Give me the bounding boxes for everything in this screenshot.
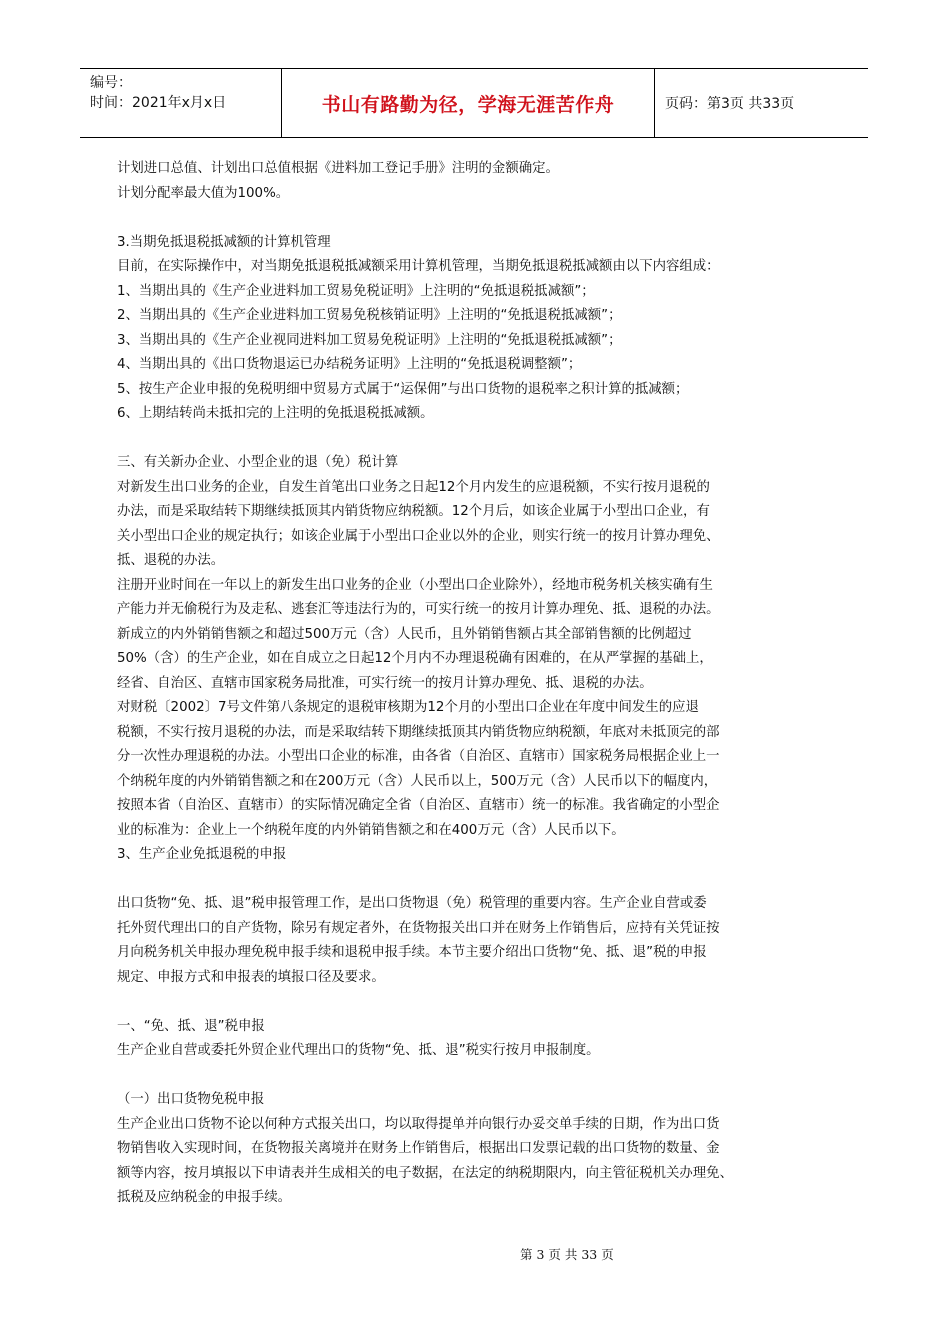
body-line: 6、上期结转尚未抵扣完的上注明的免抵退税抵减额。 [117, 406, 434, 421]
body-line: 3、当期出具的《生产企业视同进料加工贸易免税证明》上注明的“免抵退税抵减额”； [117, 332, 622, 348]
header-motto: 书山有路勤为径，学海无涯苦作舟 [282, 69, 655, 137]
body-line: 分一次性办理退税的办法。小型出口企业的标准，由各省（自治区、直辖市）国家税务局根据企业上一 [117, 749, 720, 764]
body-line: 对财税〔2002〕7号文件第八条规定的退税审核期为12个月的小型出口企业在年度中间发生的应退 [117, 700, 699, 715]
body-line: 规定、申报方式和申报表的填报口径及要求。 [117, 969, 385, 985]
document-time: 时间：2021年x月x日 [90, 95, 227, 111]
body-line: 抵、退税的办法。 [117, 553, 225, 568]
document-body [117, 157, 837, 1211]
body-line: 对新发生出口业务的企业，自发生首笔出口业务之日起12个月内发生的应退税额，不实行按月退税的 [117, 479, 710, 495]
body-line: 税额，不实行按月退税的办法，而是采取结转下期继续抵顶其内销货物应纳税额，年底对未抵顶完的部 [117, 724, 720, 740]
body-line: 经省、自治区、直辖市国家税务局批准，可实行统一的按月计算办理免、抵、退税的办法。 [117, 675, 653, 691]
body-line: 出口货物“免、抵、退”税申报管理工作，是出口货物退（免）税管理的重要内容。生产企业自营或委 [117, 896, 707, 911]
body-line: 物销售收入实现时间，在货物报关离境并在财务上作销售后，根据出口发票记载的出口货物的数量、金 [117, 1141, 720, 1156]
body-line: 办法，而是采取结转下期继续抵顶其内销货物应纳税额。12个月后，如该企业属于小型出口企业，有 [117, 504, 710, 519]
body-line: 计划分配率最大值为100%。 [117, 185, 290, 201]
header-page-info: 页码：第3页 共33页 [665, 96, 795, 112]
body-line: 一、“免、抵、退”税申报 [117, 1018, 265, 1034]
body-line: 产能力并无偷税行为及走私、逃套汇等违法行为的，可实行统一的按月计算办理免、抵、退税的办法。 [117, 602, 720, 617]
blank-line [117, 990, 837, 1015]
body-line: 3.当期免抵退税抵减额的计算机管理 [117, 234, 331, 250]
body-line: 生产企业出口货物不论以何种方式报关出口，均以取得提单并向银行办妥交单手续的日期，作为出口货 [117, 1116, 720, 1132]
body-line: 月向税务机关申报办理免税申报手续和退税申报手续。本节主要介绍出口货物“免、抵、退”税的申报 [117, 945, 707, 960]
body-line: 生产企业自营或委托外贸企业代理出口的货物“免、抵、退”税实行按月申报制度。 [117, 1043, 600, 1058]
body-line: 5、按生产企业申报的免税明细中贸易方式属于“运保佣”与出口货物的退税率之积计算的抵减额； [117, 381, 689, 397]
blank-line [117, 1064, 837, 1089]
body-line: 目前，在实际操作中，对当期免抵退税抵减额采用计算机管理，当期免抵退税抵减额由以下内容组成： [117, 259, 720, 274]
body-line: 4、当期出具的《出口货物退运已办结税务证明》上注明的“免抵退税调整额”； [117, 357, 582, 372]
body-line: 额等内容，按月填报以下申请表并生成相关的电子数据，在法定的纳税期限内，向主管征税机关办理免、 [117, 1165, 733, 1181]
body-line: 50%（含）的生产企业，如在自成立之日起12个月内不办理退税确有困难的，在从严掌握的基础上， [117, 651, 713, 666]
header-meta [80, 69, 282, 137]
body-line: 3、生产企业免抵退税的申报 [117, 847, 287, 862]
body-line: 三、有关新办企业、小型企业的退（免）税计算 [117, 455, 399, 470]
blank-line [117, 206, 837, 231]
blank-line [117, 868, 837, 893]
body-line: （一）出口货物免税申报 [117, 1092, 265, 1107]
body-line: 业的标准为：企业上一个纳税年度的内外销销售额之和在400万元（含）人民币以下。 [117, 822, 625, 838]
body-line: 2、当期出具的《生产企业进料加工贸易免税核销证明》上注明的“免抵退税抵减额”； [117, 308, 622, 323]
body-line: 注册开业时间在一年以上的新发生出口业务的企业（小型出口企业除外），经地市税务机关核实确有生 [117, 577, 713, 593]
body-line: 托外贸代理出口的自产货物，除另有规定者外，在货物报关出口并在财务上作销售后，应持有关凭证按 [117, 920, 720, 936]
blank-line [117, 427, 837, 452]
body-line: 1、当期出具的《生产企业进料加工贸易免税证明》上注明的“免抵退税抵减额”； [117, 283, 595, 299]
body-line: 个纳税年度的内外销销售额之和在200万元（含）人民币以上，500万元（含）人民币以下的幅度内， [117, 773, 718, 789]
document-number-label: 编号： [90, 75, 132, 91]
body-line: 按照本省（自治区、直辖市）的实际情况确定全省（自治区、直辖市）统一的标准。我省确定的小型企 [117, 798, 720, 813]
body-line: 抵税及应纳税金的申报手续。 [117, 1190, 292, 1205]
body-line: 计划进口总值、计划出口总值根据《进料加工登记手册》注明的金额确定。 [117, 161, 559, 176]
page-header [80, 68, 868, 138]
body-line: 关小型出口企业的规定执行；如该企业属于小型出口企业以外的企业，则实行统一的按月计算办理免、 [117, 528, 720, 544]
page-footer: 第 3 页 共 33 页 [520, 1247, 614, 1262]
body-line: 新成立的内外销销售额之和超过500万元（含）人民币，且外销销售额占其全部销售额的比例超过 [117, 626, 692, 642]
